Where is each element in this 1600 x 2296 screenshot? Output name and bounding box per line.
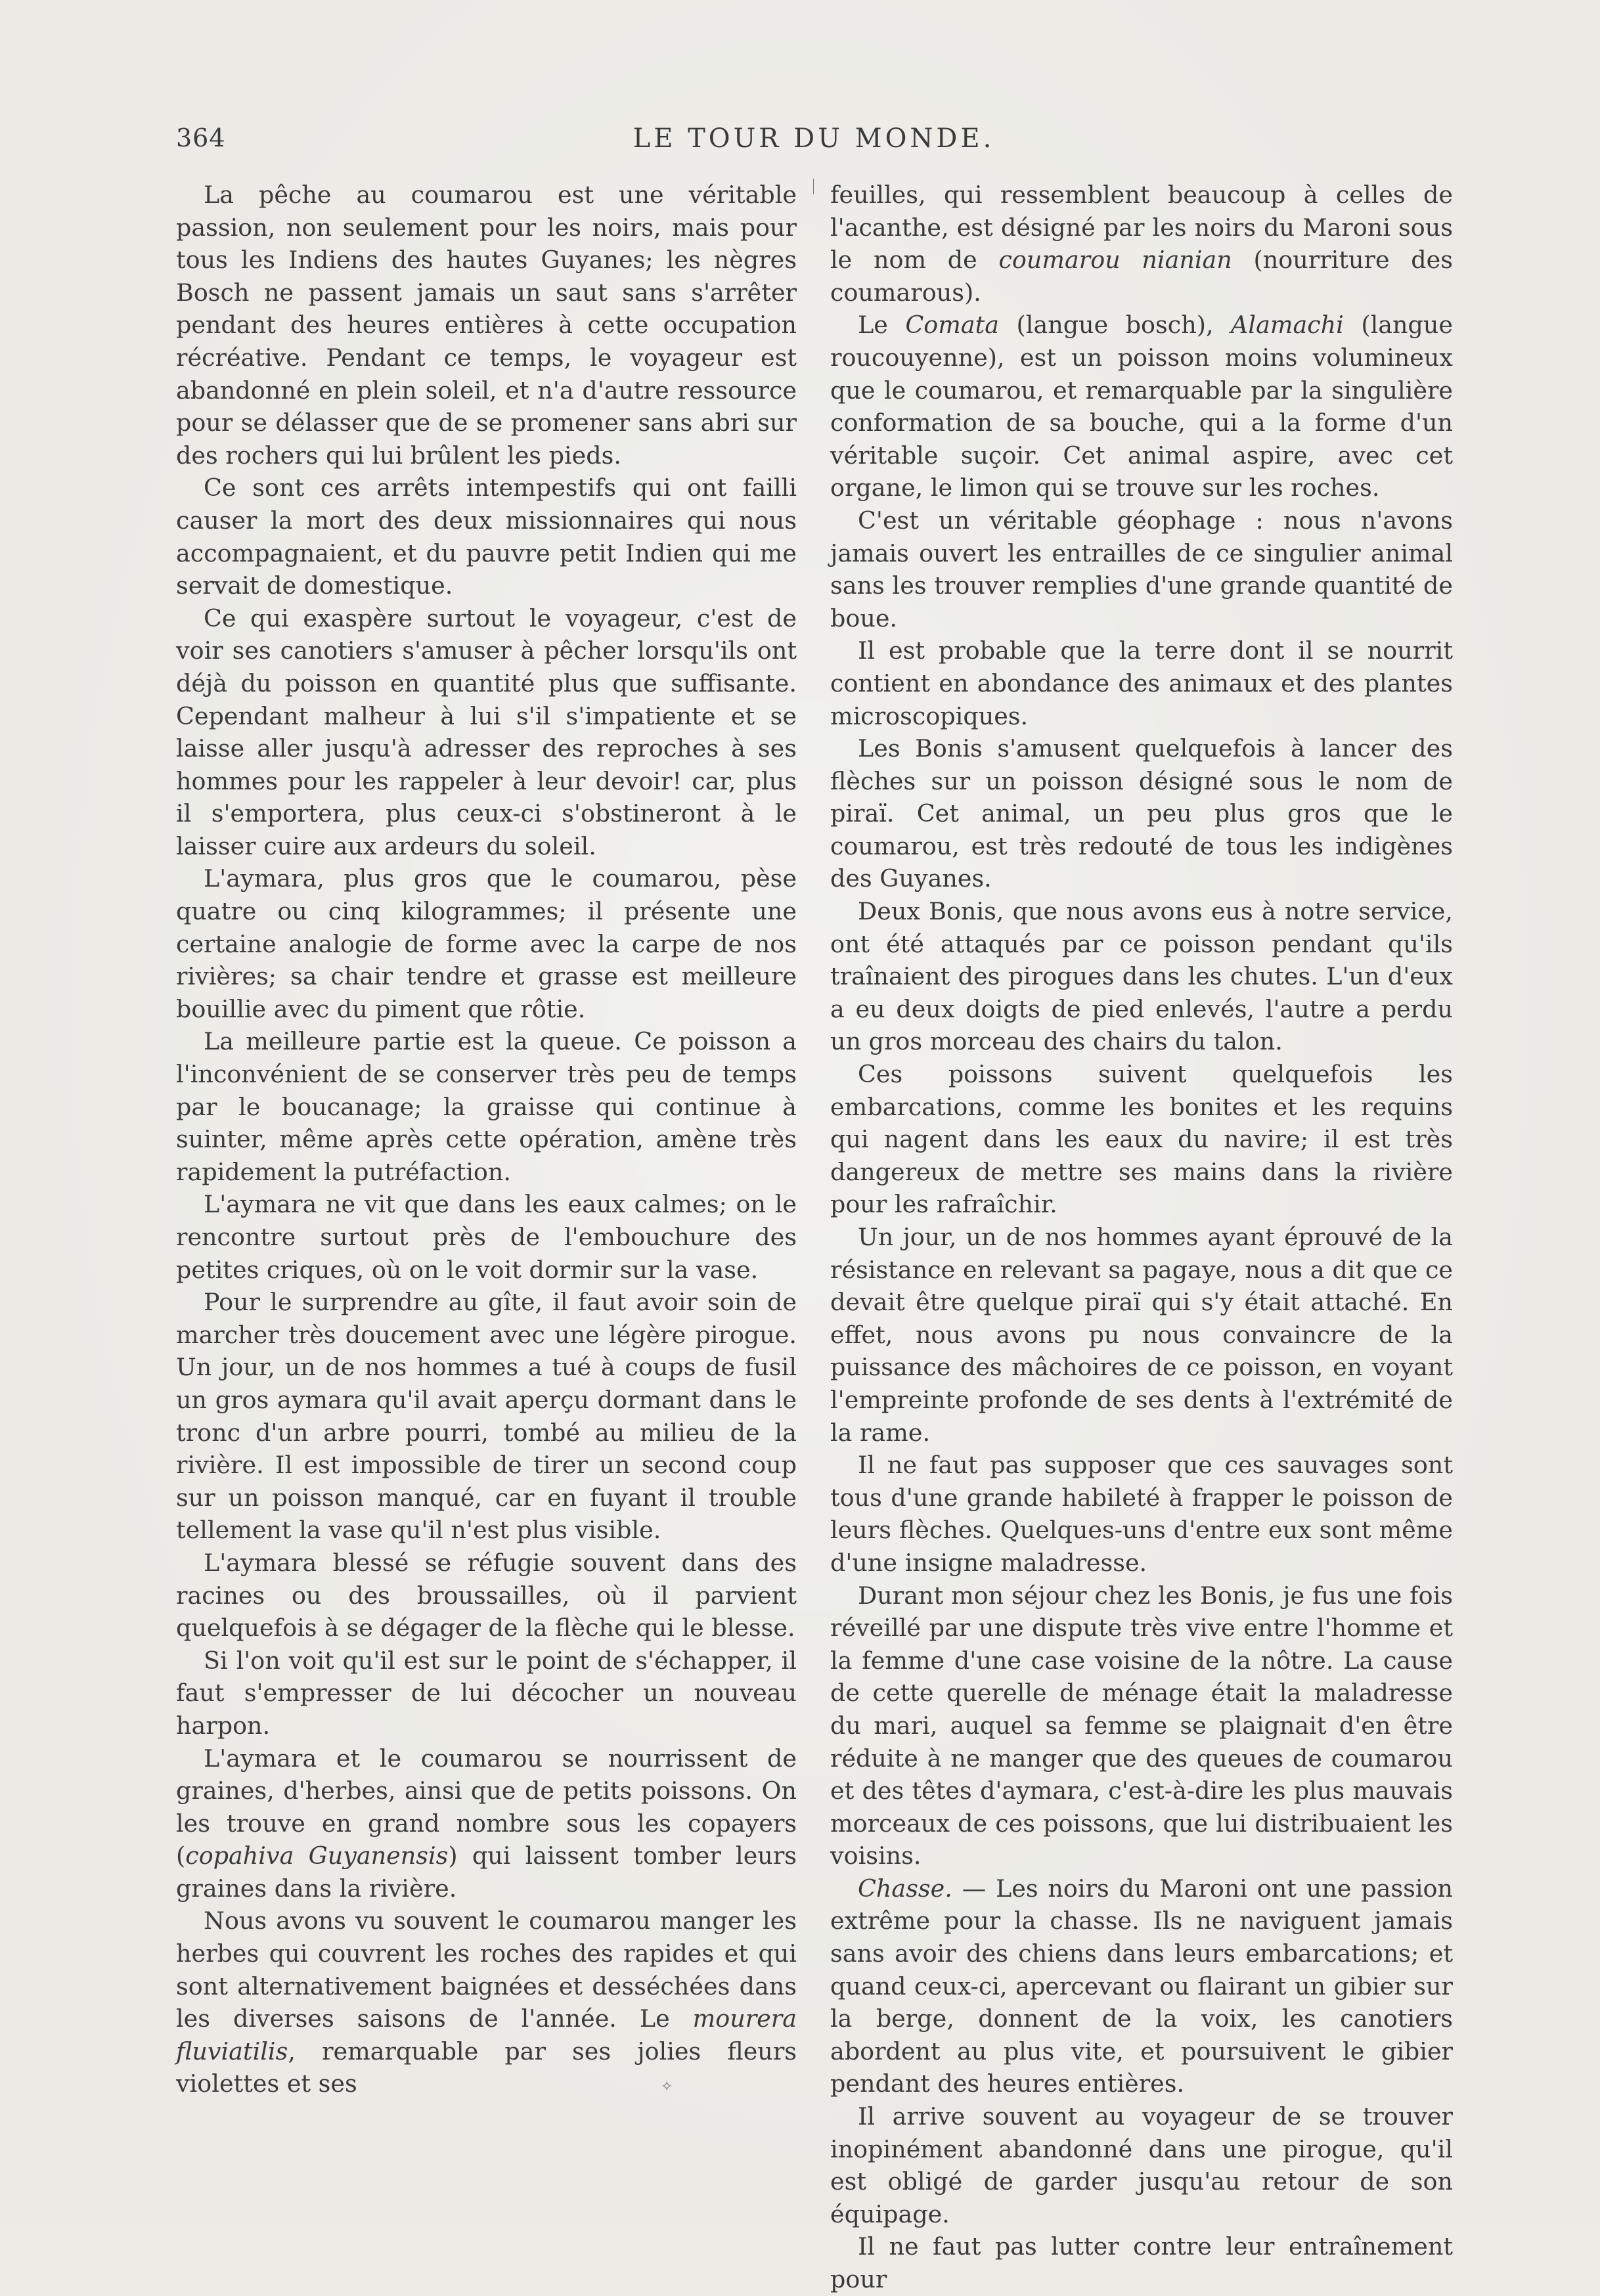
printer-mark: ✧	[661, 2079, 673, 2095]
paragraph: Il ne faut pas lutter contre leur entraînement pour	[830, 2232, 1453, 2293]
paragraph-text: — Les noirs du Maroni ont une passion extrême pour la chasse. Ils ne naviguent jamais sans avoir des chiens dans leurs embarcations; et quand ceux-ci, apercevant ou flairant un gibier sur la berge, donnent de la voix, les canotiers abordent au plus vite, et poursuivent le gibier pendant des heures entières.	[830, 1874, 1453, 2098]
paragraph: La meilleure partie est la queue. Ce poisson a l'inconvénient de se conserver très peu de temps par le boucanage; la graisse qui continue à suinter, même après cette opération, amène très rapidement la putréfaction.	[176, 1027, 797, 1186]
paragraph: Pour le surprendre au gîte, il faut avoir soin de marcher très doucement avec une légère pirogue. Un jour, un de nos hommes a tué à coups de fusil un gros aymara qu'il avait aperçu dormant dans le tronc d'un arbre pourri, tombé au milieu de la rivière. Il est impossible de tirer un second coup sur un poisson manqué, car en fuyant il trouble tellement la vase qu'il n'est plus visible.	[176, 1288, 797, 1545]
page-number: 364	[176, 123, 226, 152]
paragraph: Ce sont ces arrêts intempestifs qui ont failli causer la mort des deux missionnaires qui nous accompagnaient, et du pauvre petit Indien qui me servait de domestique.	[176, 474, 797, 600]
species-name: coumarou nianian	[998, 246, 1232, 275]
paragraph: Ces poissons suivent quelquefois les embarcations, comme les bonites et les requins qui nagent dans les eaux du navire; il est très dangereux de mettre ses mains dans la rivière pour les rafraîchir.	[830, 1060, 1453, 1219]
species-name: mourera fluviatilis	[176, 2004, 797, 2065]
paragraph: Un jour, un de nos hommes ayant éprouvé de la résistance en relevant sa pagaye, nous a dit que ce devait être quelque piraï qui s'y était attaché. En effet, nous avons pu nous convaincre de la puissance des mâchoires de ce poisson, en voyant l'empreinte profonde de ses dents à l'extrémité de la rame.	[830, 1223, 1453, 1447]
species-name: Comata	[905, 311, 1000, 340]
column-rule	[813, 179, 814, 194]
paragraph-text: L'aymara et le coumarou se nourrissent de graines, d'herbes, ainsi que de petits poissons. On les trouve en grand nombre sous les copayers (	[176, 1744, 797, 1870]
paragraph-continuation	[830, 179, 1453, 309]
section-heading: Chasse.	[858, 1874, 952, 1903]
paragraph	[830, 309, 1453, 504]
paragraph-text: Nous avons vu souvent le coumarou manger les herbes qui couvrent les roches des rapides et qui sont alternativement baignées et desséchées dans les diverses saisons de l'année. Le	[176, 1907, 797, 2033]
running-title: LE TOUR DU MONDE.	[633, 123, 995, 154]
paragraph: Durant mon séjour chez les Bonis, je fus une fois réveillé par une dispute très vive entre l'homme et la femme d'une case voisine de la nôtre. La cause de cette querelle de ménage était la maladresse du mari, auquel sa femme se plaignait d'en être réduite à ne manger que des queues de coumarou et des têtes d'aymara, c'est-à-dire les plus mauvais morceaux de ces poissons, que lui distribuaient les voisins.	[830, 1581, 1453, 1870]
species-name: copahiva Guyanensis	[185, 1842, 449, 1870]
left-column	[176, 179, 797, 2100]
paragraph: L'aymara blessé se réfugie souvent dans des racines ou des broussailles, où il parvient quelquefois à se dégager de la flèche qui le blesse.	[176, 1548, 797, 1643]
paragraph: C'est un véritable géophage : nous n'avons jamais ouvert les entrailles de ce singulier animal sans les trouver remplies d'une grande quantité de boue.	[830, 506, 1453, 632]
paragraph: La pêche au coumarou est une véritable passion, non seulement pour les noirs, mais pour tous les Indiens des hautes Guyanes; les nègres Bosch ne passent jamais un saut sans s'arrêter pendant des heures entières à cette occupation récréative. Pendant ce temps, le voyageur est abandonné en plein soleil, et n'a d'autre ressource pour se délasser que de se promener sans abri sur des rochers qui lui brûlent les pieds.	[176, 181, 797, 470]
paragraph: L'aymara ne vit que dans les eaux calmes; on le rencontre surtout près de l'embouchure des petites criques, où on le voit dormir sur la vase.	[176, 1190, 797, 1284]
paragraph: Les Bonis s'amusent quelquefois à lancer des flèches sur un poisson désigné sous le nom de piraï. Cet animal, un peu plus gros que le coumarou, est très redouté de tous les indigènes des Guyanes.	[830, 734, 1453, 893]
paragraph-text: , remarquable par ses jolies fleurs violettes et ses	[176, 2037, 797, 2098]
species-name: Alamachi	[1231, 311, 1344, 340]
right-column	[830, 179, 1453, 2296]
paragraph: Il arrive souvent au voyageur de se trouver inopinément abandonné dans une pirogue, qu'il est obligé de garder jusqu'au retour de son équipage.	[830, 2102, 1453, 2228]
page-header	[176, 123, 1452, 163]
paragraph-text: ) qui laissent tomber leurs graines dans la rivière.	[176, 1842, 797, 1903]
paragraph	[830, 1872, 1453, 2100]
paragraph-text: feuilles, qui ressemblent beaucoup à celles de l'acanthe, est désigné par les noirs du Maroni sous le nom de	[830, 181, 1453, 275]
paragraph-text: Le	[858, 311, 906, 340]
paragraph: Deux Bonis, que nous avons eus à notre service, ont été attaqués par ce poisson pendant qu'ils traînaient des pirogues dans les chutes. L'un d'eux a eu deux doigts de pied enlevés, l'autre a perdu un gros morceau des chairs du talon.	[830, 897, 1453, 1056]
paragraph: Ce qui exaspère surtout le voyageur, c'est de voir ses canotiers s'amuser à pêcher lorsqu'ils ont déjà du poisson en quantité plus que suffisante. Cependant malheur à lui s'il s'impatiente et se laisse aller jusqu'à adresser des reproches à ses hommes pour les rappeler à leur devoir! car, plus il s'emportera, plus ceux-ci s'obstineront à le laisser cuire aux ardeurs du soleil.	[176, 604, 797, 860]
paragraph	[176, 1742, 797, 1905]
paragraph: Si l'on voit qu'il est sur le point de s'échapper, il faut s'empresser de lui décocher un nouveau harpon.	[176, 1646, 797, 1740]
paragraph: Il ne faut pas supposer que ces sauvages sont tous d'une grande habileté à frapper le poisson de leurs flèches. Quelques-uns d'entre eux sont même d'une insigne maladresse.	[830, 1451, 1453, 1577]
paragraph: Il est probable que la terre dont il se nourrit contient en abondance des animaux et des plantes microscopiques.	[830, 636, 1453, 730]
paragraph: L'aymara, plus gros que le coumarou, pèse quatre ou cinq kilogrammes; il présente une certaine analogie de forme avec la carpe de nos rivières; sa chair tendre et grasse est meilleure bouillie avec du piment que rôtie.	[176, 864, 797, 1023]
paragraph-text: (langue bosch),	[999, 311, 1232, 340]
paragraph-text: (langue roucouyenne), est un poisson moins volumineux que le coumarou, et remarquable par la singulière conformation de sa bouche, qui a la forme d'un véritable suçoir. Cet animal aspire, avec cet organe, le limon qui se trouve sur les roches.	[830, 311, 1453, 502]
paragraph-text: (nourriture des coumarous).	[830, 246, 1453, 307]
paragraph	[176, 1905, 797, 2100]
